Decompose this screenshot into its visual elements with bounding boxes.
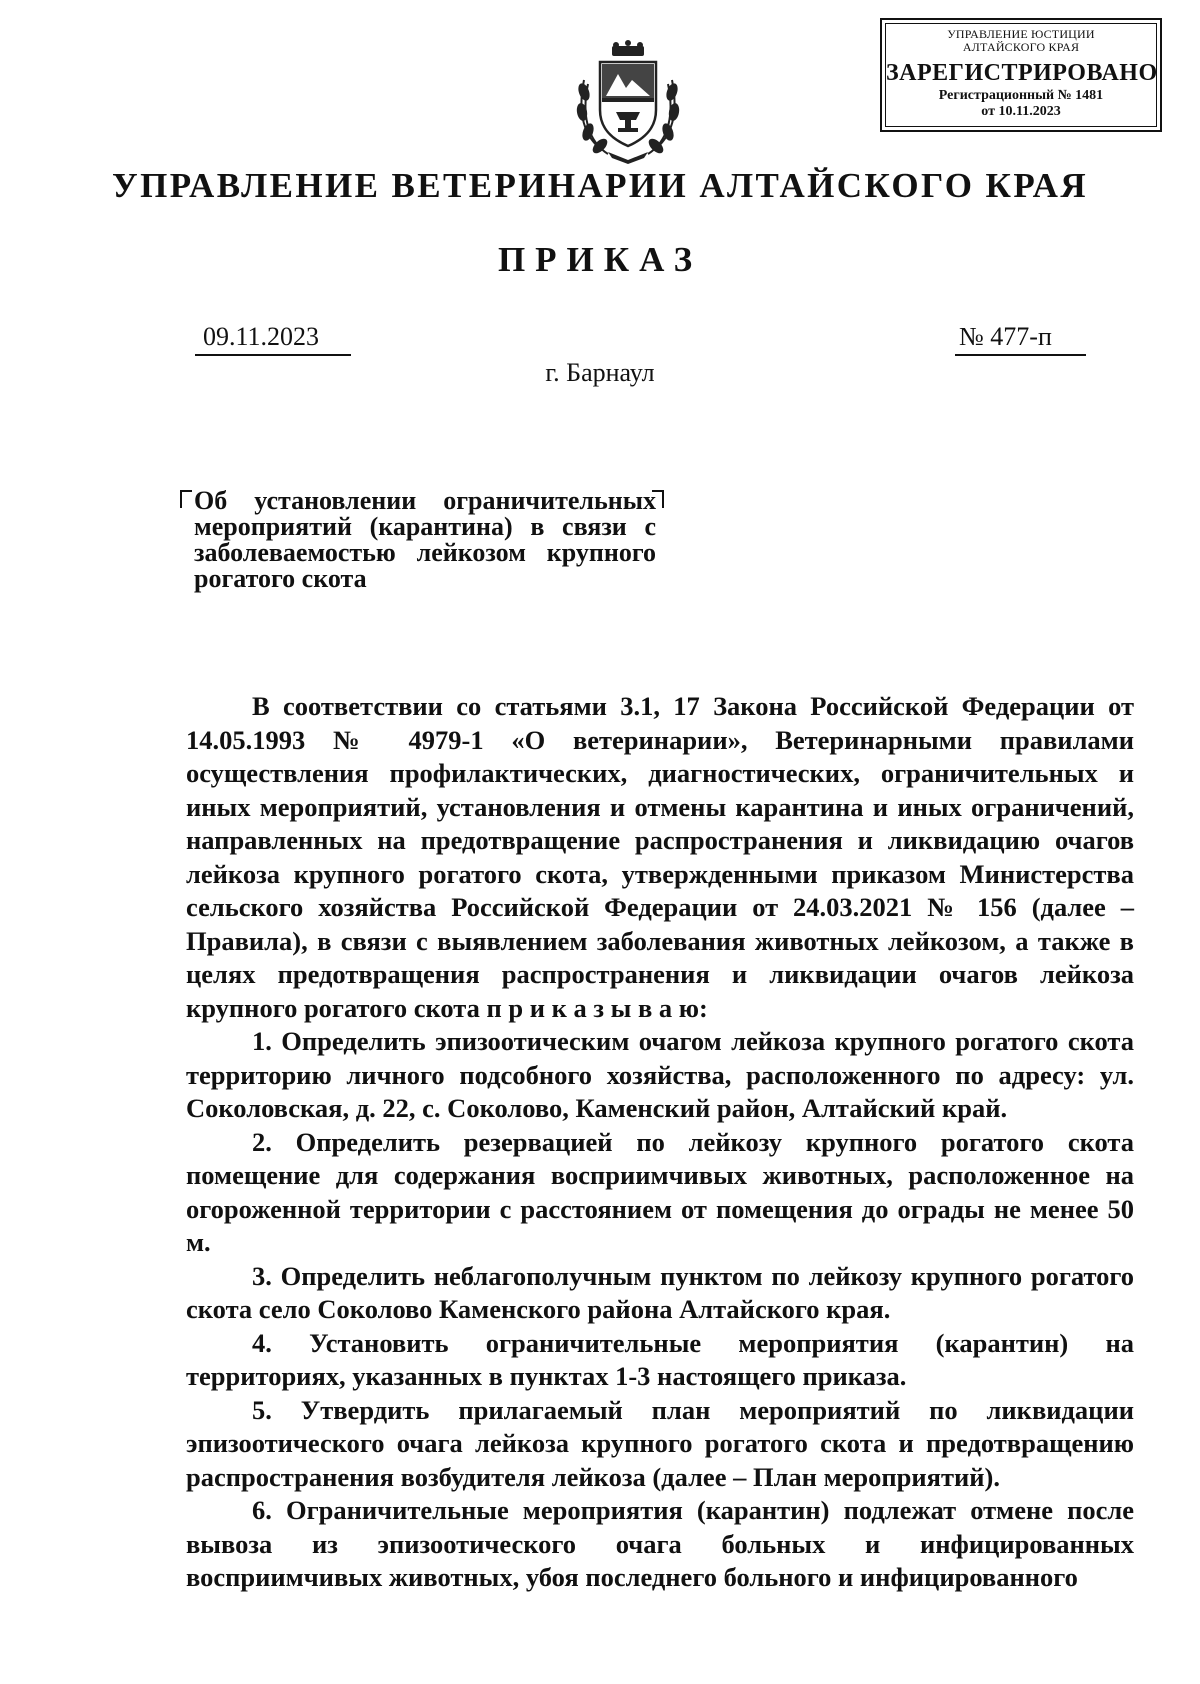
paragraph-item-1: 1. Определить эпизоотическим очагом лейкоза крупного рогатого скота территорию личного подсобного хозяйства, расположенного по адресу: ул. Соколовская, д. 22, с. Соколово, Каменский район, Алтайский край. [186, 1026, 1134, 1123]
order-subject: Об установлении ограничительных мероприятий (карантина) в связи с заболеваемостью лейкозом крупного рогатого скота [194, 486, 656, 593]
paragraph-item-6: 6. Ограничительные мероприятия (карантин) подлежат отмене после вывоза из эпизоотического очага больных и инфицированных восприимчивых животных, убоя последнего больного и инфицированного [186, 1495, 1134, 1592]
paragraph-item-3: 3. Определить неблагополучным пунктом по лейкозу крупного рогатого скота село Соколово Каменского района Алтайского края. [186, 1260, 1134, 1324]
stamp-reg-number: Регистрационный № 1481 [938, 88, 1104, 103]
subject-corner-left [180, 490, 192, 508]
paragraph-preamble: В соответствии со статьями 3.1, 17 Закона Российской Федерации от 14.05.1993 № 4979-1 «О ветеринарии», Ветеринарными правилами осуществления профилактических, диагностических, ограничительных и иных мероприятий, установления и отмены карантина и иных ограничений, направленных на предотвращение распространения и ликвидацию очагов лейкоза крупного рогатого скота, утвержденными приказом Министерства сельского хозяйства Российской Федерации от 24.03.2021 № 156 (далее – Правила), в связи с выявлением заболевания животных лейкозом, а также в целях предотвращения распространения и ликвидации очагов лейкоза крупного рогатого скота п р и к а з ы в а ю: [186, 691, 1134, 1023]
organization-name: УПРАВЛЕНИЕ ВЕТЕРИНАРИИ АЛТАЙСКОГО КРАЯ [112, 166, 1088, 205]
registration-stamp [880, 18, 1162, 132]
paragraph-item-2: 2. Определить резервацией по лейкозу крупного рогатого скота помещение для содержания восприимчивых животных, расположенное на огороженной территории с расстоянием от помещения до ограды не менее 50 м. [186, 1126, 1134, 1257]
paragraph-item-4: 4. Установить ограничительные мероприятия (карантин) на территориях, указанных в пунктах 1-3 настоящего приказа. [186, 1327, 1134, 1391]
stamp-reg-date: от 10.11.2023 [981, 104, 1061, 119]
order-body [186, 690, 1134, 1595]
order-number: № 477-п [955, 322, 1086, 356]
stamp-status: ЗАРЕГИСТРИРОВАНО [886, 60, 1158, 86]
paragraph-item-5: 5. Утвердить прилагаемый план мероприятий по ликвидации эпизоотического очага лейкоза крупного рогатого скота и предотвращению распространения возбудителя лейкоза (далее – План мероприятий). [186, 1394, 1134, 1492]
stamp-org-line1: УПРАВЛЕНИЕ ЮСТИЦИИ [947, 27, 1095, 41]
altai-krai-coat-of-arms-icon [572, 40, 684, 164]
registration-stamp-inner [885, 23, 1157, 127]
stamp-org-line2: АЛТАЙСКОГО КРАЯ [962, 40, 1080, 54]
order-date: 09.11.2023 [195, 322, 351, 356]
order-city: г. Барнаул [545, 358, 655, 387]
document-type: ПРИКАЗ [497, 240, 703, 279]
